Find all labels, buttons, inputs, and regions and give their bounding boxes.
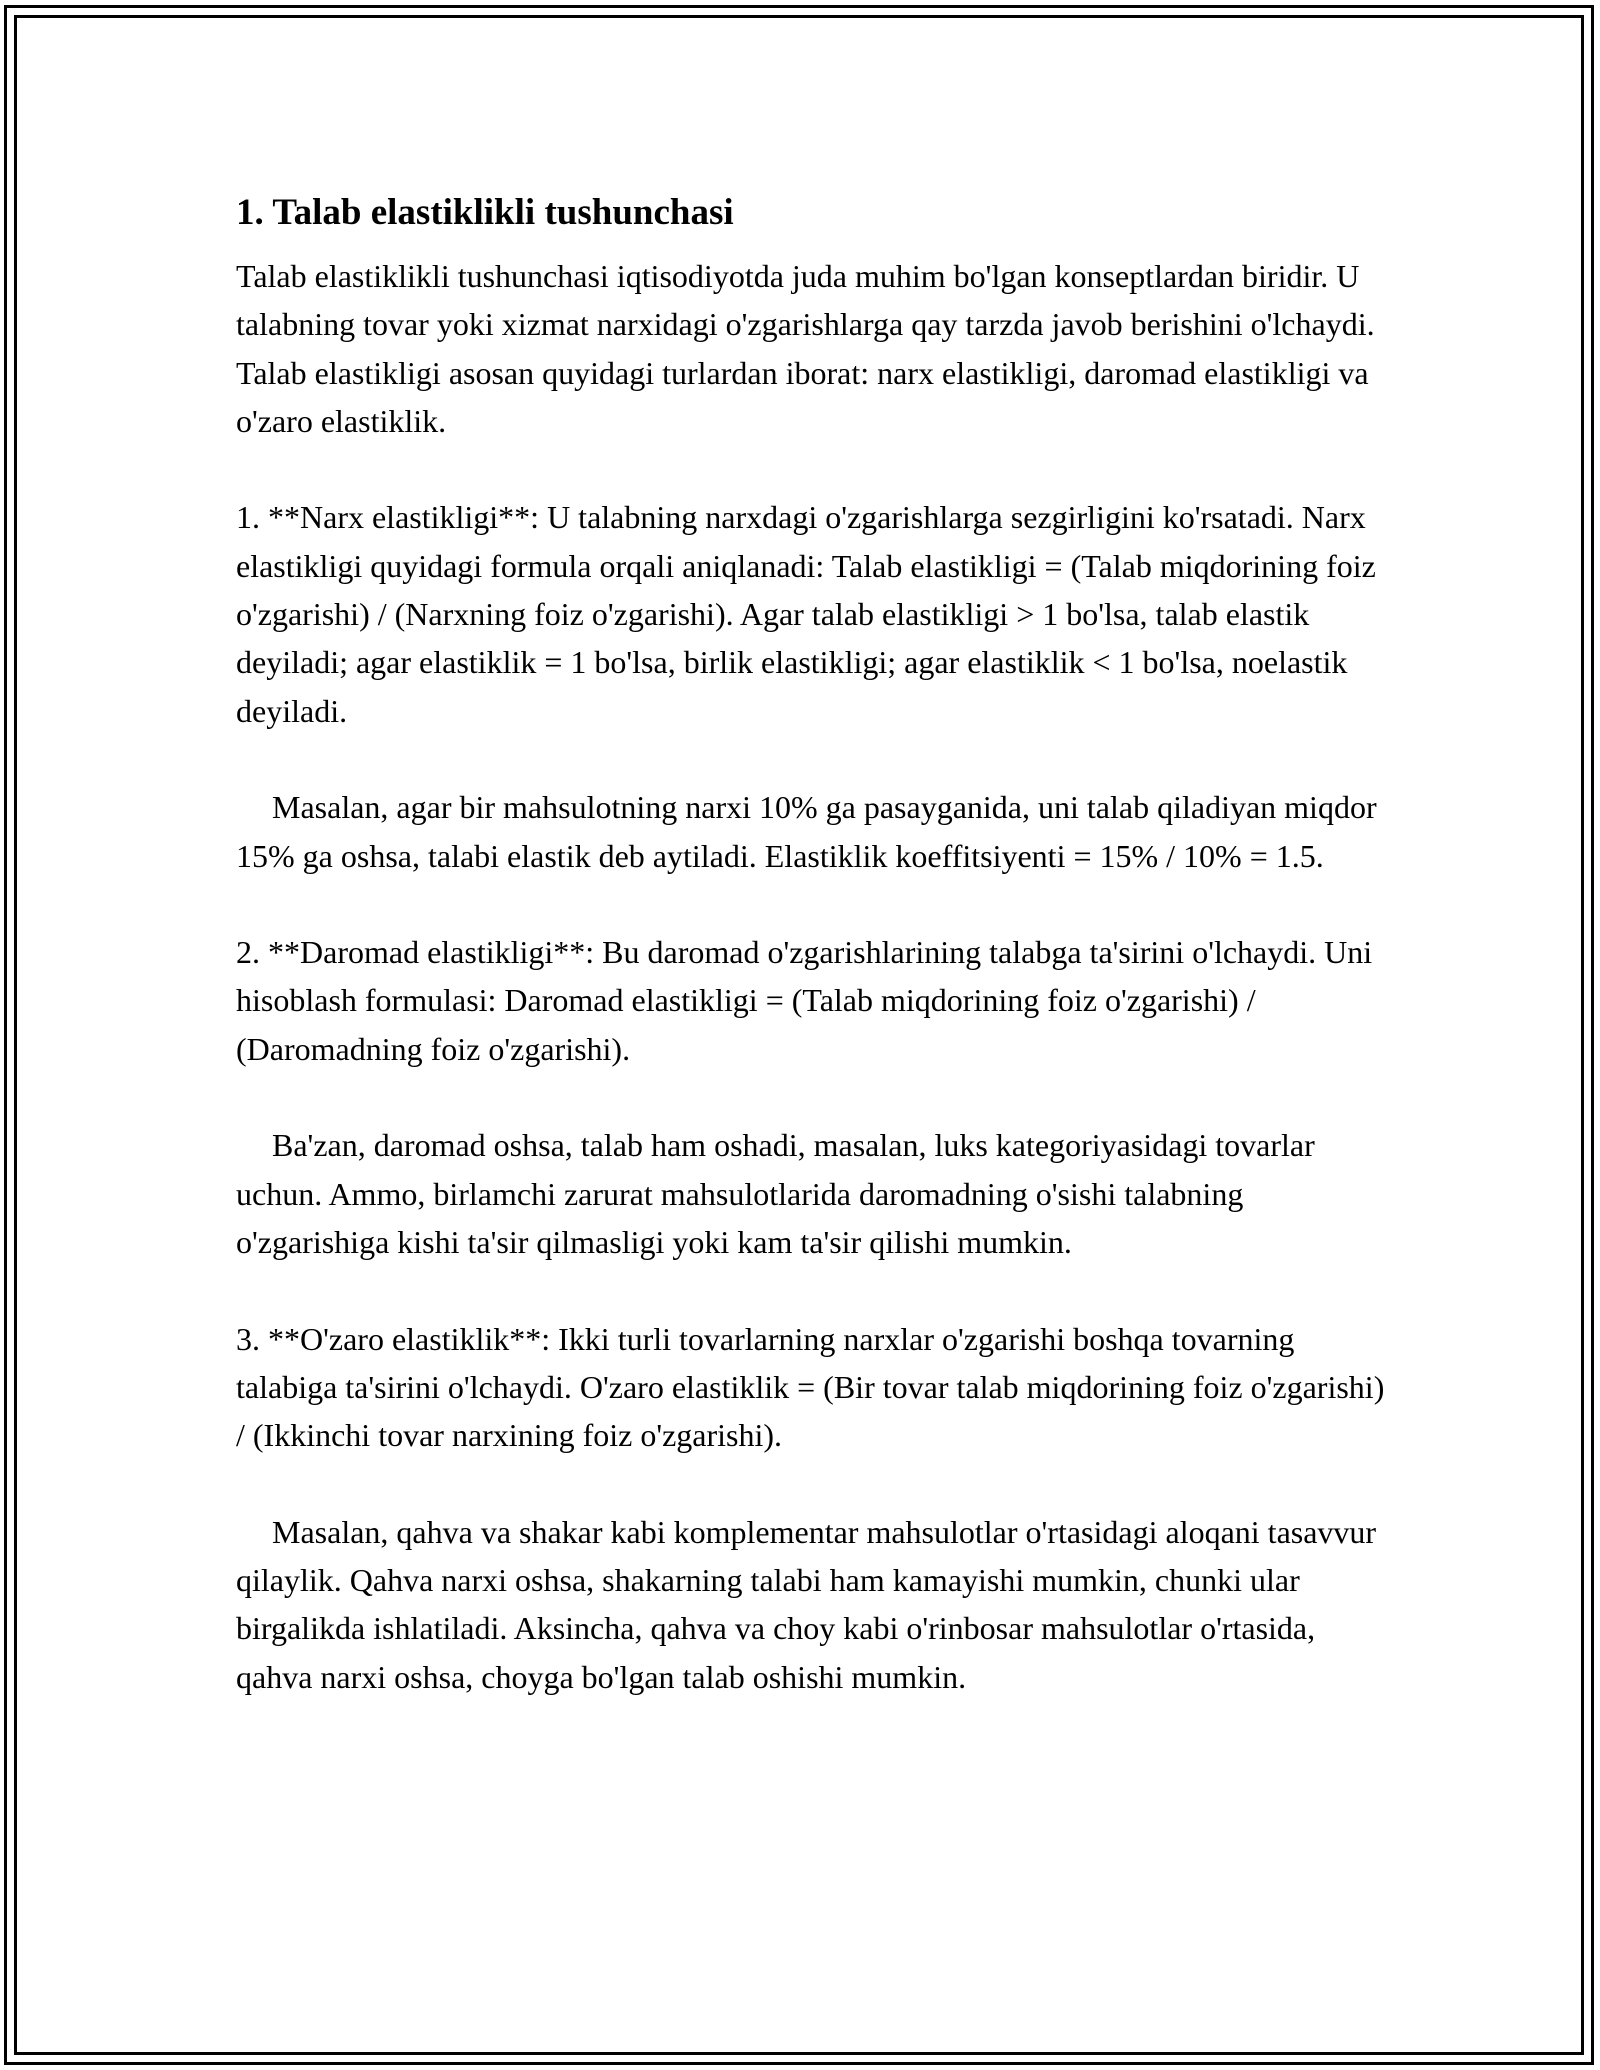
paragraph-gap	[236, 445, 1386, 493]
section-2-paragraph: 2. **Daromad elastikligi**: Bu daromad o'zgarishlarining talabga ta'sirini o'lchaydi. Uni hisoblash formulasi: Daromad elastikligi = (Talab miqdorining foiz o'zgarishi) / (Daromadning foiz o'zgarishi).	[236, 934, 1373, 1067]
paragraph-gap	[236, 880, 1386, 928]
section-3-example: Masalan, qahva va shakar kabi komplementar mahsulotlar o'rtasidagi aloqani tasavvur qilaylik. Qahva narxi oshsa, shakarning talabi ham kamayishi mumkin, chunki ular birgalikda ishlatiladi. Aksincha, qahva va choy kabi o'rinbosar mahsulotlar o'rtasida, qahva narxi oshsa, choyga bo'lgan talab oshishi mumkin.	[236, 1513, 1377, 1695]
section-1-paragraph: 1. **Narx elastikligi**: U talabning narxdagi o'zgarishlarga sezgirligini ko'rsatadi. Narx elastikligi quyidagi formula orqali aniqlanadi: Talab elastikligi = (Talab miqdorining foiz o'zgarishi) / (Narxning foiz o'zgarishi). Agar talab elastikligi > 1 bo'lsa, talab elastik deyiladi; agar elastiklik = 1 bo'lsa, birlik elastikligi; agar elastiklik < 1 bo'lsa, noelastik deyiladi.	[236, 499, 1376, 729]
section-3-paragraph: 3. **O'zaro elastiklik**: Ikki turli tovarlarning narxlar o'zgarishi boshqa tovarning talabiga ta'sirini o'lchaydi. O'zaro elastiklik = (Bir tovar talab miqdorining foiz o'zgarishi) / (Ikkinchi tovar narxining foiz o'zgarishi).	[236, 1320, 1385, 1454]
document-title: 1. Talab elastiklikli tushunchasi	[236, 192, 734, 233]
section-1-example: Masalan, agar bir mahsulotning narxi 10% ga pasayganida, uni talab qiladiyan miqdor 15% ga oshsa, talabi elastik deb aytiladi. Elastiklik koeffitsiyenti = 15% / 10% = 1.5.	[236, 789, 1377, 874]
paragraph-gap	[236, 1073, 1386, 1121]
intro-paragraph: Talab elastiklikli tushunchasi iqtisodiyotda juda muhim bo'lgan konseptlardan biridir. U talabning tovar yoki xizmat narxidagi o'zgarishlarga qay tarzda javob berishini o'lchaydi. Talab elastikligi asosan quyidagi turlardan iborat: narx elastikligi, daromad elastikligi va o'zaro elastiklik.	[236, 258, 1375, 439]
section-2-example: Ba'zan, daromad oshsa, talab ham oshadi, masalan, luks kategoriyasidagi tovarlar uchun. Ammo, birlamchi zarurat mahsulotlarida daromadning o'sishi talabning o'zgarishiga kishi ta'sir qilmasligi yoki kam ta'sir qilishi mumkin.	[236, 1127, 1315, 1260]
document-body	[236, 186, 1386, 1701]
paragraph-gap	[236, 735, 1386, 783]
paragraph-gap	[236, 1459, 1386, 1507]
paragraph-gap	[236, 1266, 1386, 1314]
